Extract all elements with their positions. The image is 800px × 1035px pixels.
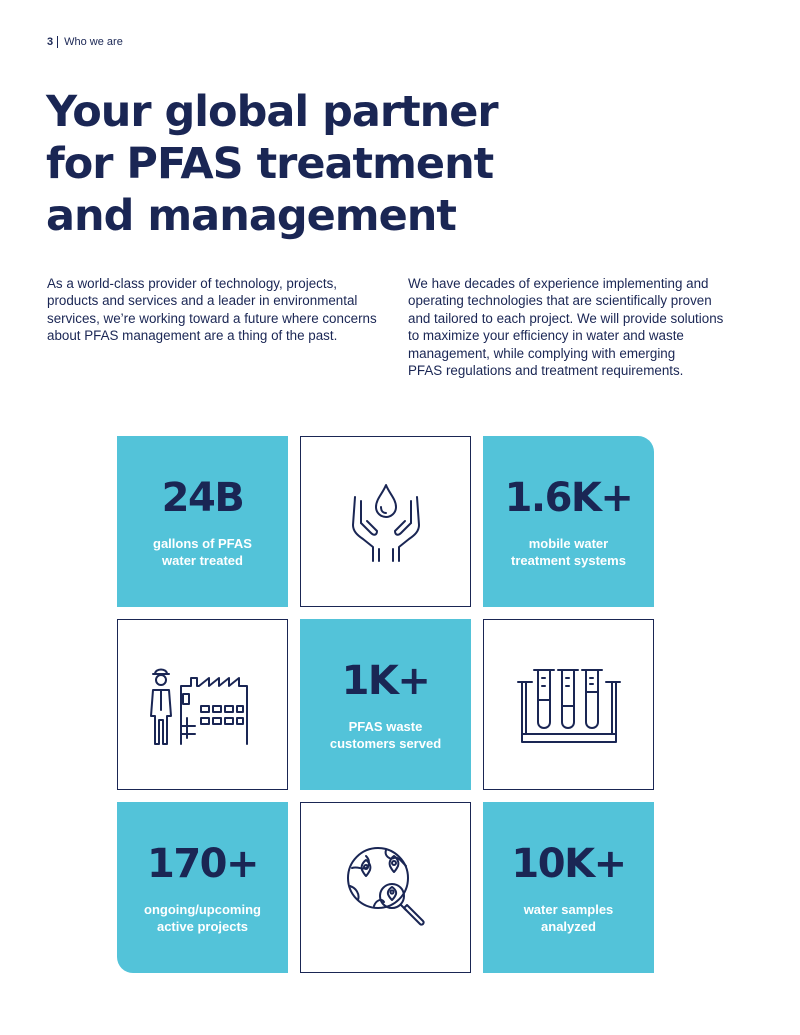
stat-value: 24B (161, 474, 244, 521)
stat-label-line: treatment systems (511, 552, 626, 568)
stat-label-line: water treated (162, 552, 243, 568)
stat-label-line: water samples (523, 901, 614, 917)
title-line: and management (46, 191, 456, 241)
section-name: Who we are (64, 36, 123, 48)
text-line: about PFAS management are a thing of the past. (47, 328, 338, 344)
stat-tile-water-samples (483, 802, 654, 973)
text-line: PFAS regulations and treatment requirements. (408, 363, 684, 379)
stat-value: 10K+ (511, 840, 626, 887)
text-line: operating technologies that are scientifically proven (408, 293, 712, 309)
header-divider (57, 36, 58, 48)
text-line: and tailored to each project. We will provide solutions (408, 310, 724, 326)
icon-tile-factory (117, 619, 288, 790)
intro-paragraph-right (408, 275, 758, 379)
stat-label-line: analyzed (541, 918, 596, 934)
page-number: 3 (47, 36, 54, 48)
text-line: As a world-class provider of technology, projects, (47, 276, 338, 291)
icon-tile-hands (300, 436, 471, 607)
text-line: products and services and a leader in environmental (47, 293, 358, 309)
text-line: services, we’re working toward a future where concerns (47, 310, 377, 326)
stat-tile-active-projects (117, 802, 288, 973)
icon-tile-globe (300, 802, 471, 973)
stat-label-line: customers served (329, 735, 442, 751)
text-line: management, while complying with emerging (408, 345, 676, 361)
stat-label (144, 901, 261, 935)
stat-label (511, 535, 626, 569)
text-line: We have decades of experience implementing and (408, 276, 709, 291)
stat-label (330, 718, 441, 752)
stat-value: 1.6K+ (504, 474, 633, 521)
text-line: to maximize your efficiency in water and waste (408, 328, 684, 344)
intro-paragraph-left (47, 275, 397, 345)
stat-value: 1K+ (341, 657, 430, 704)
stat-label (524, 901, 614, 935)
page-title (46, 86, 498, 242)
worker-factory-icon (143, 660, 263, 750)
stat-label (153, 535, 252, 569)
stat-tile-waste-customers (300, 619, 471, 790)
stat-tile-mobile-systems (483, 436, 654, 607)
globe-magnifier-icon (336, 838, 436, 938)
stats-grid (117, 436, 655, 974)
stat-label-line: mobile water (528, 535, 609, 551)
page-header (47, 36, 123, 48)
stat-label-line: active projects (156, 918, 249, 934)
stat-tile-gallons (117, 436, 288, 607)
stat-label-line: gallons of PFAS (153, 535, 252, 551)
icon-tile-test-tubes (483, 619, 654, 790)
title-line: for PFAS treatment (46, 139, 494, 189)
test-tubes-icon (514, 660, 624, 750)
stat-value: 170+ (146, 840, 258, 887)
title-line: Your global partner (46, 87, 498, 137)
stat-label-line: ongoing/upcoming (144, 901, 261, 917)
hands-water-drop-icon (341, 477, 431, 567)
stat-label-line: PFAS waste (348, 718, 423, 734)
